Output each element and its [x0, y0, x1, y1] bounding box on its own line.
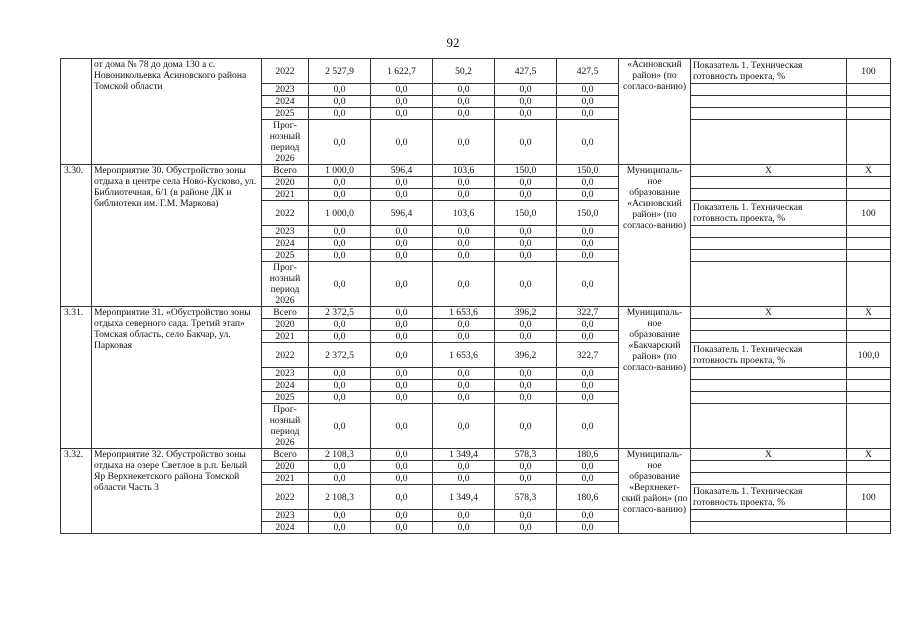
value-cell: 0,0 [495, 177, 557, 189]
indicator-cell: Показатель 1. Техническая готовность проекта, % [691, 343, 847, 368]
value-cell: 0,0 [309, 189, 371, 201]
value-cell: 0,0 [371, 461, 433, 473]
value-cell: 427,5 [495, 59, 557, 84]
value-cell: 578,3 [495, 485, 557, 510]
target-cell: 100 [847, 485, 891, 510]
year-cell: Прог-нозный период 2026 [262, 120, 309, 165]
target-cell [847, 177, 891, 189]
indicator-cell [691, 96, 847, 108]
value-cell: 0,0 [309, 319, 371, 331]
year-cell: Всего [262, 165, 309, 177]
value-cell: 0,0 [433, 96, 495, 108]
value-cell: 50,2 [433, 59, 495, 84]
value-cell: 0,0 [309, 226, 371, 238]
value-cell: 0,0 [371, 96, 433, 108]
value-cell: 0,0 [433, 368, 495, 380]
value-cell: 0,0 [371, 226, 433, 238]
value-cell: 0,0 [557, 368, 619, 380]
value-cell: 596,4 [371, 201, 433, 226]
target-cell [847, 96, 891, 108]
year-cell: 2023 [262, 84, 309, 96]
value-cell: 0,0 [557, 262, 619, 307]
year-cell: 2020 [262, 319, 309, 331]
value-cell: 0,0 [309, 250, 371, 262]
value-cell: 180,6 [557, 449, 619, 461]
target-cell [847, 368, 891, 380]
indicator-cell [691, 84, 847, 96]
value-cell: 0,0 [433, 473, 495, 485]
value-cell: 1 653,6 [433, 343, 495, 368]
value-cell: 0,0 [495, 331, 557, 343]
value-cell: 0,0 [557, 250, 619, 262]
value-cell: 0,0 [557, 177, 619, 189]
indicator-cell: Показатель 1. Техническая готовность проекта, % [691, 201, 847, 226]
value-cell: 0,0 [371, 108, 433, 120]
indicator-cell: X [691, 165, 847, 177]
value-cell: 0,0 [495, 510, 557, 522]
year-cell: 2022 [262, 201, 309, 226]
value-cell: 0,0 [495, 238, 557, 250]
value-cell: 0,0 [371, 392, 433, 404]
value-cell: 0,0 [309, 522, 371, 534]
value-cell: 396,2 [495, 307, 557, 319]
indicator-cell [691, 262, 847, 307]
year-cell: 2023 [262, 226, 309, 238]
value-cell: 0,0 [557, 238, 619, 250]
value-cell: 0,0 [309, 108, 371, 120]
indicator-cell: Показатель 1. Техническая готовность проекта, % [691, 485, 847, 510]
year-cell: 2021 [262, 189, 309, 201]
section-name: Мероприятие 32. Обустройство зоны отдыха на озере Светлое в р.п. Белый Яр Верхнекетского района Томской области Часть 3 [92, 449, 262, 534]
value-cell: 0,0 [433, 522, 495, 534]
indicator-cell [691, 177, 847, 189]
executor-cell: Муниципаль-ное образование «Асиновский район» (по согласо-ванию) [619, 165, 691, 307]
value-cell: 0,0 [433, 262, 495, 307]
value-cell: 0,0 [433, 177, 495, 189]
indicator-cell [691, 250, 847, 262]
value-cell: 0,0 [495, 226, 557, 238]
value-cell: 0,0 [495, 392, 557, 404]
year-cell: 2025 [262, 250, 309, 262]
executor-cell: Муниципаль-ное образование «Верхнекет-ский район» (по согласо-ванию) [619, 449, 691, 534]
value-cell: 0,0 [495, 84, 557, 96]
executor-cell: «Асиновский район» (по согласо-ванию) [619, 59, 691, 165]
year-cell: 2025 [262, 392, 309, 404]
value-cell: 0,0 [557, 331, 619, 343]
value-cell: 0,0 [433, 510, 495, 522]
value-cell: 0,0 [557, 473, 619, 485]
value-cell: 0,0 [433, 250, 495, 262]
value-cell: 0,0 [371, 449, 433, 461]
value-cell: 103,6 [433, 165, 495, 177]
target-cell: X [847, 165, 891, 177]
value-cell: 0,0 [309, 368, 371, 380]
year-cell: 2024 [262, 380, 309, 392]
target-cell [847, 262, 891, 307]
indicator-cell [691, 108, 847, 120]
value-cell: 0,0 [495, 473, 557, 485]
target-cell [847, 392, 891, 404]
year-cell: 2024 [262, 522, 309, 534]
value-cell: 150,0 [557, 201, 619, 226]
value-cell: 0,0 [371, 189, 433, 201]
value-cell: 150,0 [495, 201, 557, 226]
value-cell: 150,0 [495, 165, 557, 177]
year-cell: Прог-нозный период 2026 [262, 404, 309, 449]
value-cell: 0,0 [371, 368, 433, 380]
value-cell: 0,0 [557, 189, 619, 201]
year-cell: 2023 [262, 510, 309, 522]
target-cell [847, 250, 891, 262]
table-row [61, 449, 891, 461]
target-cell [847, 238, 891, 250]
value-cell: 0,0 [309, 262, 371, 307]
target-cell: 100,0 [847, 343, 891, 368]
value-cell: 0,0 [557, 461, 619, 473]
value-cell: 0,0 [309, 238, 371, 250]
indicator-cell: Показатель 1. Техническая готовность проекта, % [691, 59, 847, 84]
target-cell [847, 84, 891, 96]
value-cell: 0,0 [309, 96, 371, 108]
value-cell: 0,0 [557, 108, 619, 120]
value-cell: 0,0 [557, 96, 619, 108]
value-cell: 0,0 [371, 262, 433, 307]
value-cell: 0,0 [371, 250, 433, 262]
value-cell: 0,0 [371, 177, 433, 189]
program-table [60, 58, 891, 534]
indicator-cell [691, 226, 847, 238]
indicator-cell [691, 331, 847, 343]
value-cell: 396,2 [495, 343, 557, 368]
value-cell: 0,0 [309, 120, 371, 165]
target-cell [847, 189, 891, 201]
year-cell: 2020 [262, 177, 309, 189]
value-cell: 0,0 [557, 392, 619, 404]
value-cell: 0,0 [371, 485, 433, 510]
target-cell [847, 473, 891, 485]
value-cell: 1 622,7 [371, 59, 433, 84]
value-cell: 1 000,0 [309, 201, 371, 226]
target-cell [847, 510, 891, 522]
year-cell: Всего [262, 449, 309, 461]
value-cell: 0,0 [433, 331, 495, 343]
value-cell: 0,0 [309, 177, 371, 189]
value-cell: 0,0 [371, 522, 433, 534]
year-cell: 2025 [262, 108, 309, 120]
table-row [61, 307, 891, 319]
year-cell: 2024 [262, 96, 309, 108]
value-cell: 0,0 [557, 84, 619, 96]
value-cell: 0,0 [557, 380, 619, 392]
indicator-cell [691, 120, 847, 165]
target-cell [847, 108, 891, 120]
target-cell [847, 404, 891, 449]
value-cell: 0,0 [309, 510, 371, 522]
value-cell: 150,0 [557, 165, 619, 177]
value-cell: 0,0 [557, 226, 619, 238]
section-name: Мероприятие 31. «Обустройство зоны отдыха северного сада. Третий этап» Томская область, село Бакчар, ул. Парковая [92, 307, 262, 449]
value-cell: 0,0 [371, 380, 433, 392]
year-cell: 2022 [262, 59, 309, 84]
year-cell: 2021 [262, 331, 309, 343]
value-cell: 1 000,0 [309, 165, 371, 177]
value-cell: 0,0 [371, 404, 433, 449]
indicator-cell: X [691, 449, 847, 461]
section-number [61, 59, 92, 165]
value-cell: 0,0 [371, 343, 433, 368]
target-cell: X [847, 449, 891, 461]
value-cell: 0,0 [433, 84, 495, 96]
value-cell: 2 108,3 [309, 485, 371, 510]
value-cell: 0,0 [371, 473, 433, 485]
value-cell: 0,0 [433, 392, 495, 404]
value-cell: 2 372,5 [309, 343, 371, 368]
section-name: от дома № 78 до дома 130 а с. Новоникольевка Асиновского района Томской области [92, 59, 262, 165]
target-cell [847, 522, 891, 534]
year-cell: 2024 [262, 238, 309, 250]
value-cell: 596,4 [371, 165, 433, 177]
page-number: 92 [446, 35, 460, 50]
value-cell: 0,0 [433, 226, 495, 238]
target-cell [847, 331, 891, 343]
value-cell: 0,0 [371, 331, 433, 343]
value-cell: 0,0 [309, 473, 371, 485]
value-cell: 0,0 [495, 368, 557, 380]
value-cell: 578,3 [495, 449, 557, 461]
target-cell [847, 319, 891, 331]
year-cell: Всего [262, 307, 309, 319]
value-cell: 180,6 [557, 485, 619, 510]
value-cell: 0,0 [309, 380, 371, 392]
indicator-cell [691, 368, 847, 380]
indicator-cell [691, 392, 847, 404]
value-cell: 0,0 [495, 522, 557, 534]
value-cell: 0,0 [495, 189, 557, 201]
table-row [61, 59, 891, 84]
value-cell: 2 372,5 [309, 307, 371, 319]
value-cell: 0,0 [371, 120, 433, 165]
year-cell: 2023 [262, 368, 309, 380]
value-cell: 0,0 [309, 331, 371, 343]
value-cell: 0,0 [433, 189, 495, 201]
target-cell [847, 120, 891, 165]
value-cell: 0,0 [371, 510, 433, 522]
value-cell: 0,0 [557, 319, 619, 331]
section-number: 3.31. [61, 307, 92, 449]
value-cell: 322,7 [557, 307, 619, 319]
indicator-cell [691, 510, 847, 522]
value-cell: 1 349,4 [433, 449, 495, 461]
indicator-cell [691, 473, 847, 485]
value-cell: 0,0 [433, 319, 495, 331]
value-cell: 0,0 [557, 120, 619, 165]
value-cell: 0,0 [433, 404, 495, 449]
value-cell: 0,0 [495, 380, 557, 392]
year-cell: Прог-нозный период 2026 [262, 262, 309, 307]
value-cell: 0,0 [495, 96, 557, 108]
value-cell: 0,0 [309, 84, 371, 96]
value-cell: 0,0 [433, 461, 495, 473]
year-cell: 2021 [262, 473, 309, 485]
value-cell: 0,0 [371, 319, 433, 331]
indicator-cell [691, 461, 847, 473]
value-cell: 2 108,3 [309, 449, 371, 461]
target-cell: 100 [847, 201, 891, 226]
target-cell [847, 380, 891, 392]
value-cell: 322,7 [557, 343, 619, 368]
indicator-cell [691, 380, 847, 392]
value-cell: 0,0 [309, 461, 371, 473]
value-cell: 0,0 [557, 522, 619, 534]
target-cell: X [847, 307, 891, 319]
target-cell [847, 226, 891, 238]
value-cell: 1 349,4 [433, 485, 495, 510]
value-cell: 1 653,6 [433, 307, 495, 319]
executor-cell: Муниципаль-ное образование «Бакчарский район» (по согласо-ванию) [619, 307, 691, 449]
year-cell: 2022 [262, 343, 309, 368]
value-cell: 0,0 [495, 404, 557, 449]
value-cell: 0,0 [371, 307, 433, 319]
value-cell: 0,0 [433, 380, 495, 392]
value-cell: 0,0 [495, 120, 557, 165]
indicator-cell [691, 319, 847, 331]
value-cell: 0,0 [495, 319, 557, 331]
value-cell: 0,0 [433, 120, 495, 165]
value-cell: 0,0 [557, 404, 619, 449]
indicator-cell: X [691, 307, 847, 319]
section-number: 3.32. [61, 449, 92, 534]
value-cell: 0,0 [557, 510, 619, 522]
value-cell: 2 527,9 [309, 59, 371, 84]
value-cell: 0,0 [495, 461, 557, 473]
value-cell: 0,0 [495, 108, 557, 120]
value-cell: 0,0 [495, 250, 557, 262]
section-name: Мероприятие 30. Обустройство зоны отдыха в центре села Ново-Кусково, ул. Библиотечная, 6/1 (в районе ДК и библиотеки им. Г.М. Маркова) [92, 165, 262, 307]
value-cell: 427,5 [557, 59, 619, 84]
indicator-cell [691, 238, 847, 250]
section-number: 3.30. [61, 165, 92, 307]
value-cell: 0,0 [433, 238, 495, 250]
value-cell: 0,0 [433, 108, 495, 120]
indicator-cell [691, 404, 847, 449]
target-cell [847, 461, 891, 473]
indicator-cell [691, 522, 847, 534]
value-cell: 0,0 [309, 392, 371, 404]
target-cell: 100 [847, 59, 891, 84]
value-cell: 0,0 [371, 238, 433, 250]
year-cell: 2022 [262, 485, 309, 510]
year-cell: 2020 [262, 461, 309, 473]
table-row [61, 165, 891, 177]
indicator-cell [691, 189, 847, 201]
value-cell: 0,0 [371, 84, 433, 96]
value-cell: 0,0 [495, 262, 557, 307]
value-cell: 0,0 [309, 404, 371, 449]
value-cell: 103,6 [433, 201, 495, 226]
